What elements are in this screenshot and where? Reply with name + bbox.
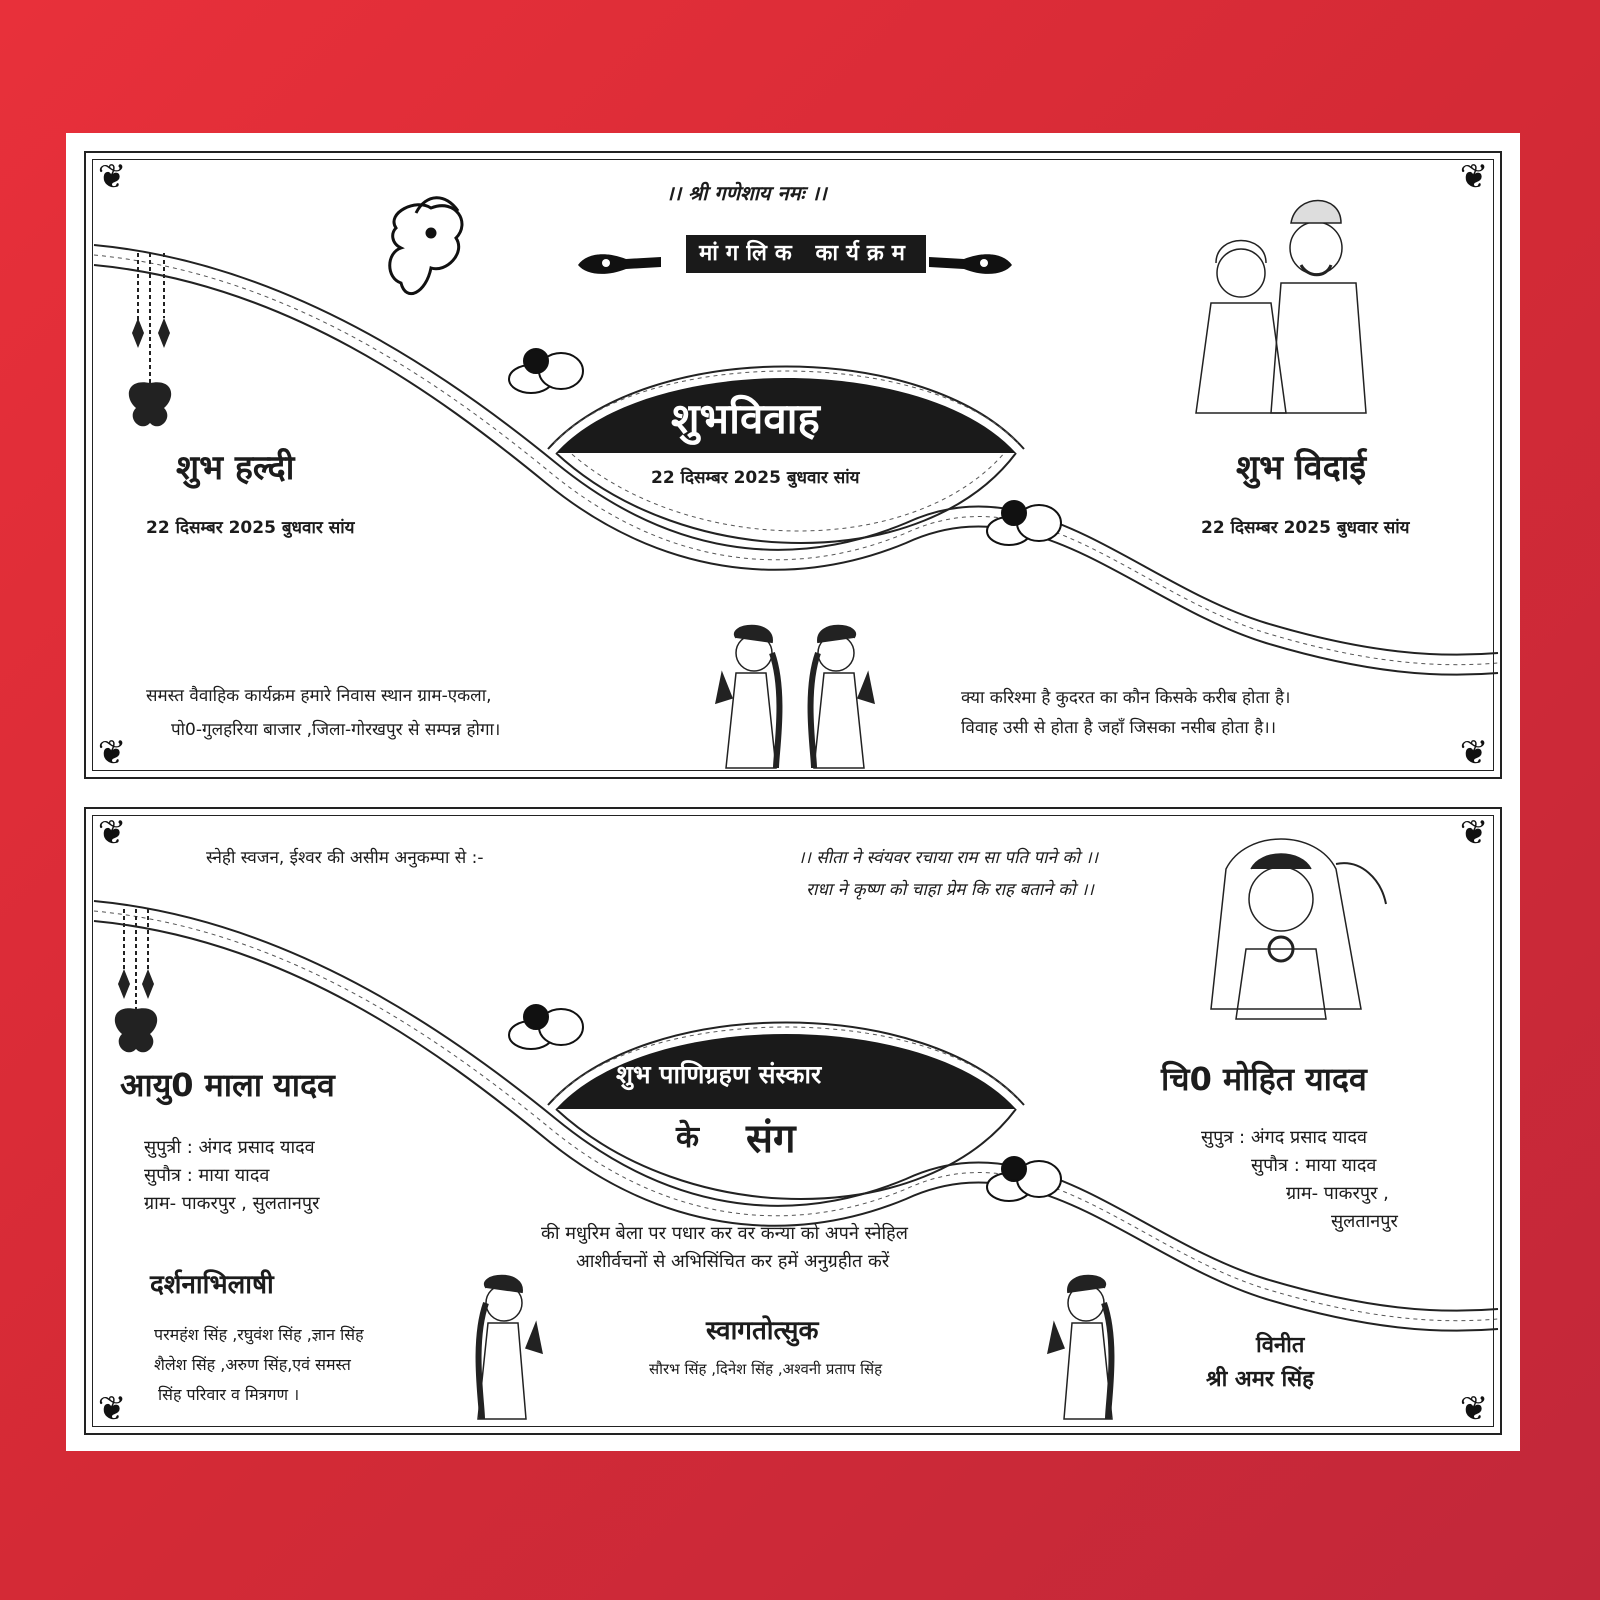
arch-bottom (556, 453, 1016, 543)
corner-ornament-icon: ❦ (1459, 157, 1489, 197)
vidai-title: शुभ विदाई (1236, 448, 1367, 488)
hanging-bell-icon (115, 909, 157, 1052)
corner-ornament-icon: ❦ (97, 157, 127, 197)
groom-detail-1: सुपुत्र : अंगद प्रसाद यादव (1201, 1127, 1368, 1148)
verse-line-1: ।। सीता ने स्वंयवर रचाया राम सा पति पाने को ।। (798, 848, 1099, 868)
bride-name: आयु0 माला यादव (120, 1066, 335, 1104)
groom-detail-2: सुपौत्र : माया यादव (1251, 1155, 1377, 1176)
kalash-icon (509, 349, 583, 393)
invite-line-1: की मधुरिम बेला पर पधार कर वर कन्या को अपने स्नेहिल (541, 1223, 908, 1244)
kalash-icon (509, 1005, 583, 1049)
kalash-icon (987, 1157, 1061, 1201)
bride-detail-3: ग्राम- पाकरपुर , सुलतानपुर (144, 1193, 320, 1214)
bride-illustration-icon (1211, 839, 1386, 1019)
corner-ornament-icon: ❦ (1459, 1389, 1489, 1429)
corner-ornament-icon: ❦ (1459, 813, 1489, 853)
bride-detail-2: सुपौत्र : माया यादव (144, 1165, 270, 1186)
verse-line-2: राधा ने कृष्ण को चाहा प्रेम कि राह बताने को ।। (806, 880, 1094, 900)
wedding-date: 22 दिसम्बर 2025 बुधवार सांय (651, 468, 860, 488)
swagat-names: सौरभ सिंह ,दिनेश सिंह ,अश्वनी प्रताप सिंह (649, 1360, 883, 1378)
sang-text: संग (746, 1116, 796, 1162)
ke-text: के (676, 1120, 700, 1155)
darshan-line-2: शैलेश सिंह ,अरुण सिंह,एवं समस्त (154, 1355, 351, 1374)
groom-name: चि0 मोहित यादव (1161, 1060, 1367, 1098)
vidai-date: 22 दिसम्बर 2025 बुधवार सांय (1201, 518, 1410, 538)
card1-decor (86, 153, 1504, 781)
corner-ornament-icon: ❦ (97, 1389, 127, 1429)
swagat-title: स्वागतोत्सुक (706, 1316, 819, 1346)
haldi-date: 22 दिसम्बर 2025 बुधवार सांय (146, 518, 355, 538)
groom-detail-4: सुलतानपुर (1331, 1211, 1398, 1232)
darshan-title: दर्शनाभिलाषी (150, 1270, 274, 1300)
praying-woman-icon (478, 1276, 542, 1420)
couplet-line-1: क्या करिश्मा है कुदरत का कौन किसके करीब होता है। (961, 688, 1291, 708)
arch-top (556, 378, 1016, 453)
darshan-line-1: परमहंश सिंह ,रघुवंश सिंह ,ज्ञान सिंह (154, 1325, 364, 1344)
corner-ornament-icon: ❦ (97, 813, 127, 853)
praying-woman-icon (1048, 1276, 1112, 1420)
praying-woman-icon (716, 626, 779, 769)
groom-detail-3: ग्राम- पाकरपुर , (1286, 1183, 1389, 1204)
wedding-programme-card (84, 151, 1502, 779)
vinit-title: विनीत (1256, 1333, 1305, 1358)
vinit-name: श्री अमर सिंह (1206, 1367, 1314, 1392)
paisley-flourish-icon (929, 254, 1012, 274)
praying-woman-icon (811, 626, 874, 769)
darshan-line-3: सिंह परिवार व मित्रगण । (158, 1385, 300, 1404)
invitation-sheet (66, 133, 1520, 1451)
invite-line-2: आशीर्वचनों से अभिसिंचित कर हमें अनुग्रहीत करें (576, 1251, 890, 1272)
venue-line-1: समस्त वैवाहिक कार्यक्रम हमारे निवास स्थान ग्राम-एकला, (146, 686, 492, 706)
haldi-title: शुभ हल्दी (176, 448, 295, 488)
corner-ornament-icon: ❦ (97, 733, 127, 773)
ceremony-title: शुभ पाणिग्रहण संस्कार (616, 1060, 822, 1089)
wedding-title: शुभविवाह (671, 394, 820, 443)
ganesh-icon (390, 198, 462, 294)
card2-decor (86, 809, 1504, 1437)
paisley-flourish-icon (578, 254, 661, 274)
bride-detail-1: सुपुत्री : अंगद प्रसाद यादव (144, 1137, 315, 1158)
venue-line-2: पो0-गुलहरिया बाजार ,जिला-गोरखपुर से सम्पन्न होगा। (171, 720, 501, 740)
kalash-icon (987, 501, 1061, 545)
invitation-card (84, 807, 1502, 1435)
banner-title: मांगलिक कार्यक्रम (686, 235, 926, 273)
couplet-line-2: विवाह उसी से होता है जहाँ जिसका नसीब होता है।। (961, 718, 1277, 738)
greeting: स्नेही स्वजन, ईश्वर की असीम अनुकम्पा से :- (206, 848, 484, 868)
hanging-bell-icon (129, 253, 171, 426)
corner-ornament-icon: ❦ (1459, 733, 1489, 773)
invocation: ।। श्री गणेशाय नमः ।। (666, 181, 827, 205)
couple-illustration-icon (1196, 201, 1366, 414)
